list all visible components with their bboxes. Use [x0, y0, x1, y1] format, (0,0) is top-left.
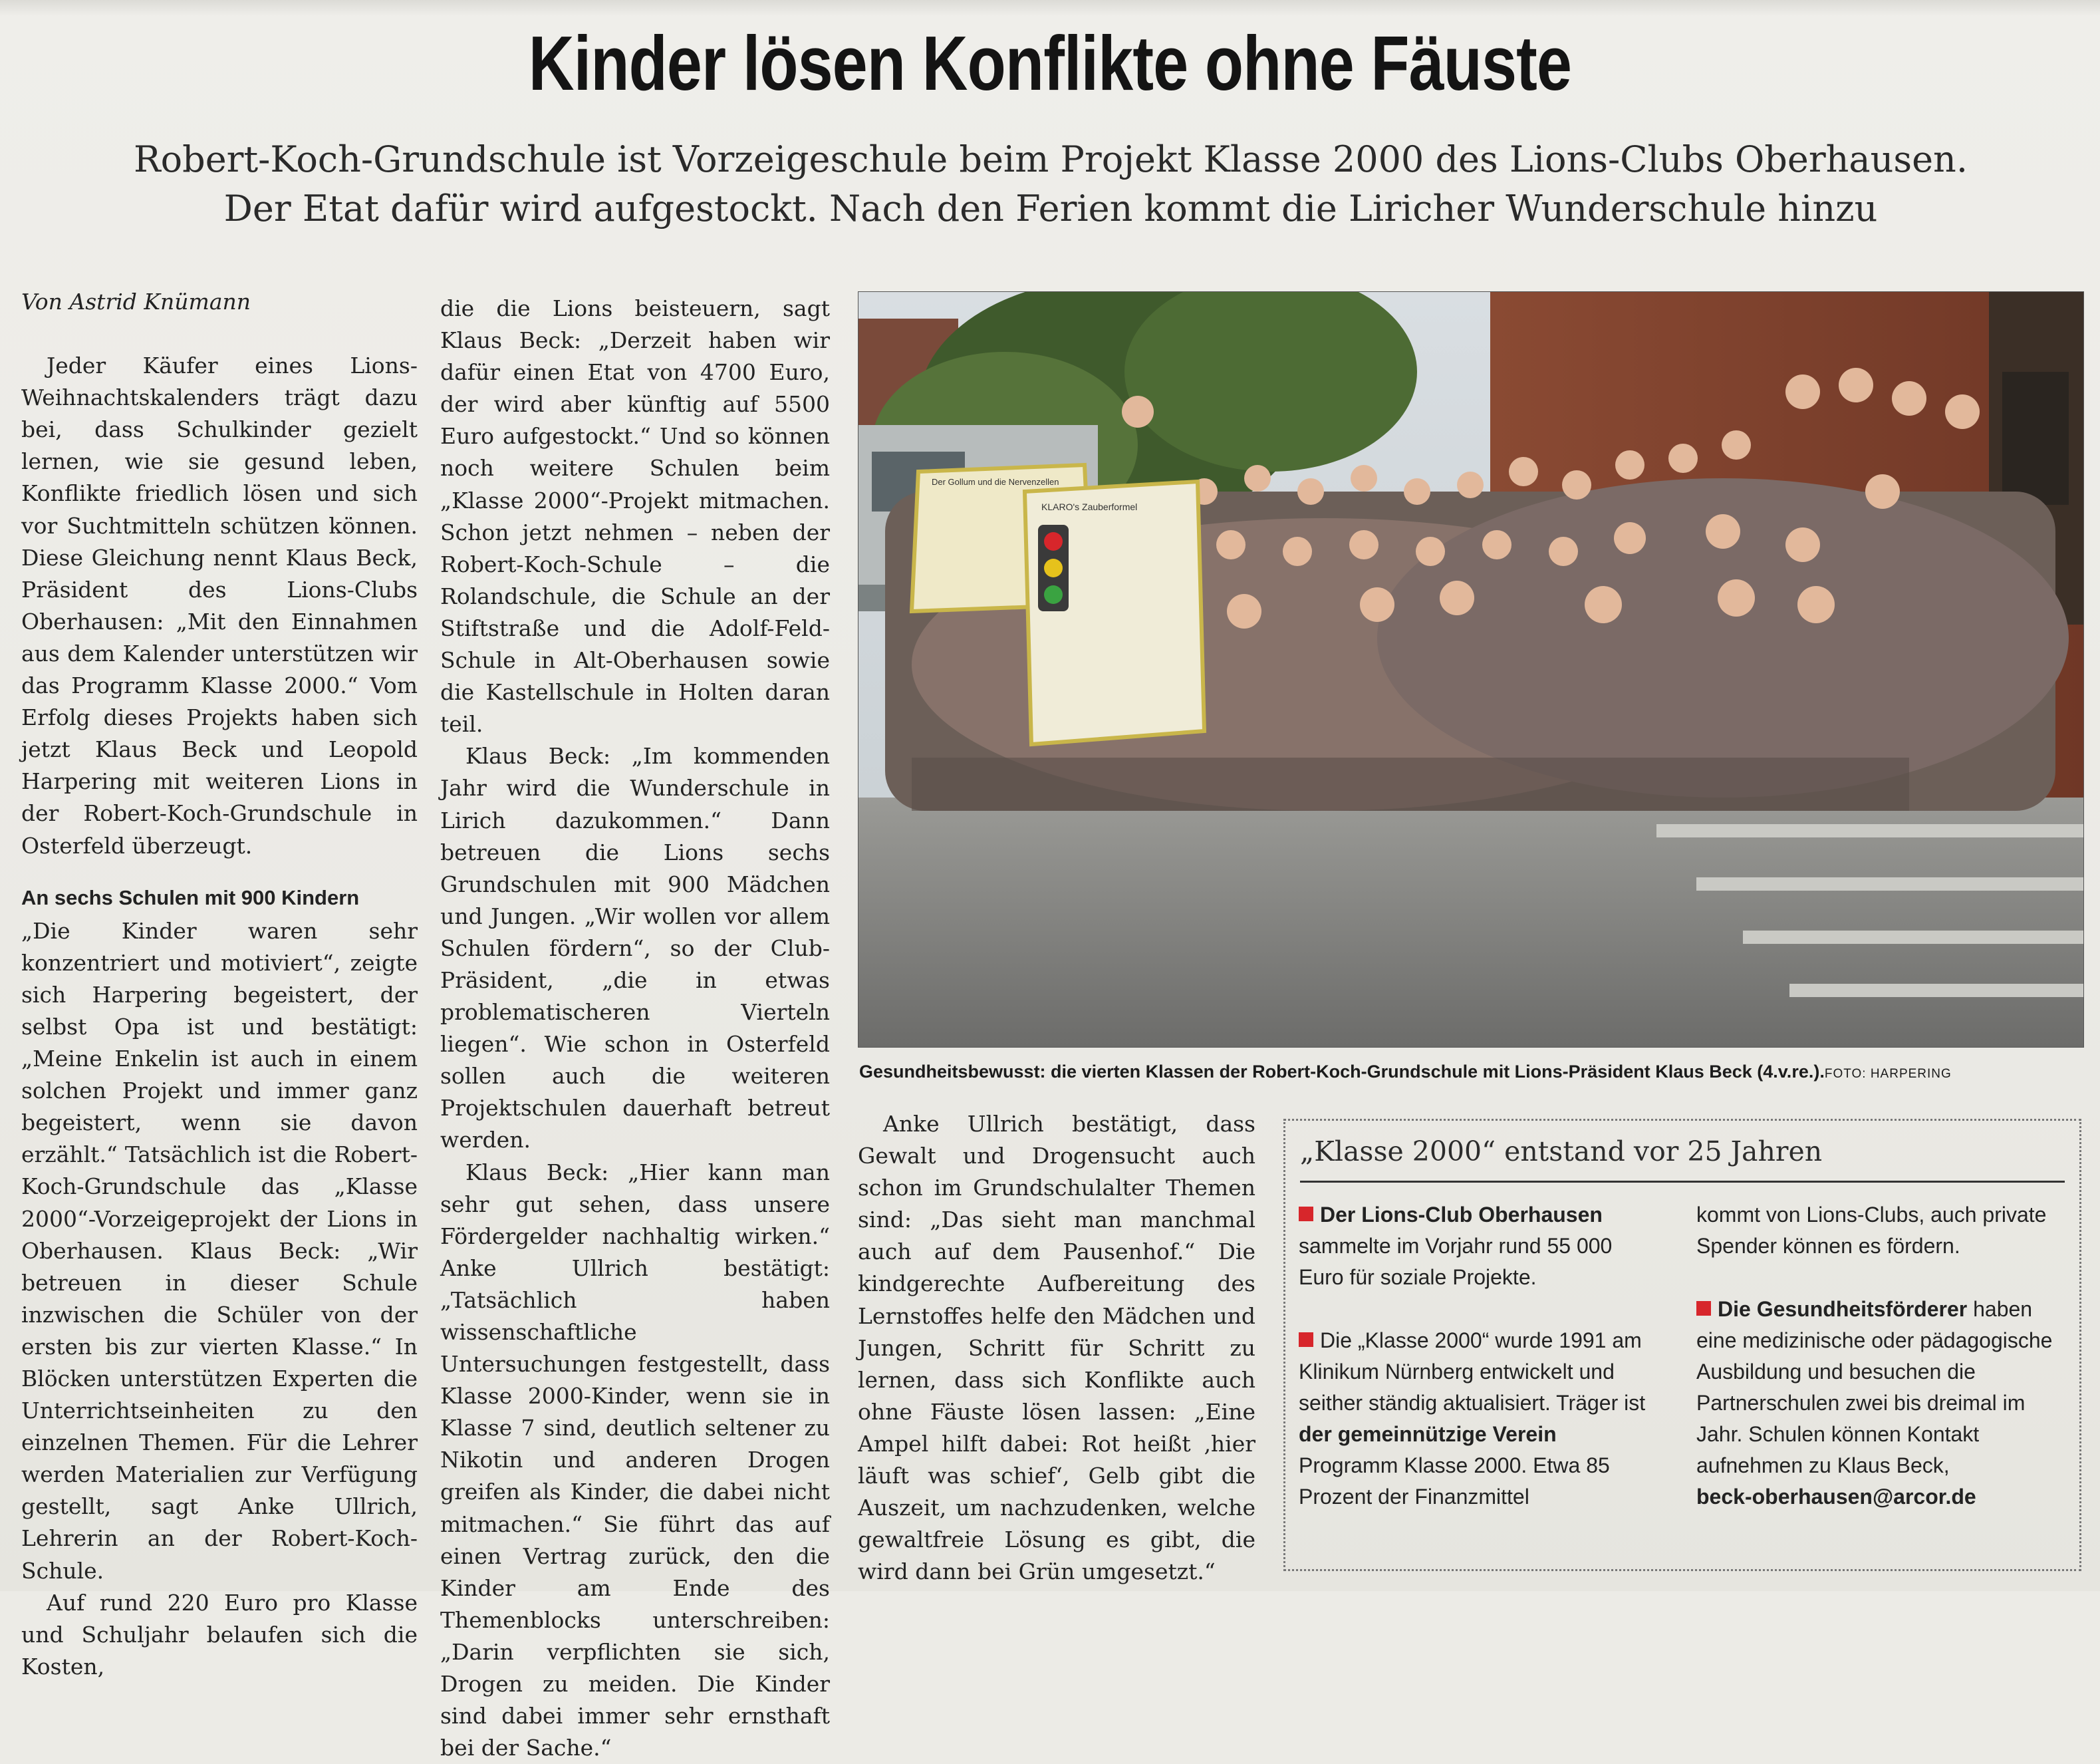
info-item — [1696, 1294, 2062, 1513]
info-box — [1283, 1119, 2081, 1571]
subheadline-line-1: Robert-Koch-Grundschule ist Vorzeigeschule beim Projekt Klasse 2000 des Lions-Clubs Oberhausen. — [133, 138, 1968, 180]
info-box-column-left — [1299, 1199, 1658, 1513]
info-item-text: haben eine medizinische oder pädagogische Ausbildung und besuchen die Partnerschulen zwei bis dreimal im Jahr. Schulen können Kontakt aufnehmen zu Klaus Beck, — [1696, 1297, 2053, 1477]
section-subheading: An sechs Schulen mit 900 Kindern — [21, 885, 360, 909]
info-item-text: sammelte im Vorjahr rund 55 000 Euro für soziale Projekte. — [1299, 1234, 1613, 1289]
paragraph: „Die Kinder waren sehr konzentriert und motiviert“, zeigte sich Harpering begeistert, der selbst Opa ist und bestätigt: „Meine Enkelin ist auch in einem solchen Projekt und immer ganz begeistert, wenn sie davon erzählt.“ Tatsächlich ist die Robert-Koch-Grundschule das „Klasse 2000“-Vorzeigeprojekt der Lions in Oberhausen. Klaus Beck: „Wir betreuen in dieser Schule inzwischen die Schüler von der ersten bis zur vierten Klasse.“ In Blöcken unterstützen Experten die Unterrichtseinheiten zu den einzelnen Themen. Für die Lehrer werden Materialien zur Verfügung gestellt, sagt Anke Ullrich, Lehrerin an der Robert-Koch-Schule. — [21, 917, 418, 1584]
info-item: kommt von Lions-Clubs, auch private Spender können es fördern. — [1696, 1203, 2047, 1258]
bullet-square-icon — [1696, 1301, 1711, 1316]
paragraph: Klaus Beck: „Im kommenden Jahr wird die Wunderschule in Lirich dazukommen.“ Dann betreuen die Lions sechs Grundschulen mit 900 Mädchen und Jungen. „Wir wollen vor allem Schulen fördern“, so der Club-Präsident, „die in etwas problematischeren Vierteln liegen“. Wie schon in Osterfeld sollen auch die weiteren Projektschulen dauerhaft betreut werden. — [440, 743, 830, 1153]
page-top-edge — [0, 0, 2100, 16]
paragraph: Anke Ullrich bestätigt, dass Gewalt und Drogensucht auch schon im Grundschulalter Themen sind: „Das sieht man manchmal auch auf dem Pausenhof.“ Die kindgerechte Aufbereitung des Lernstoffes helfe den Mädchen und Jungen, Schritt für Schritt zu lernen, dass sich Konflikte auch ohne Fäuste lösen lassen: „Eine Ampel hilft dabei: Rot heißt ‚hier läuft was schief‘, Gelb gibt die Auszeit, um nachzudenken, welche gewaltfreie Lösung es gibt, die wird dann bei Grün umgesetzt.“ — [858, 1111, 1255, 1585]
info-item-bold: der gemeinnützige Verein — [1299, 1422, 1557, 1446]
paragraph: Klaus Beck: „Hier kann man sehr gut sehen, dass unsere Fördergelder nachhaltig wirken.“ Anke Ullrich bestätigt: „Tatsächlich haben wissenschaftliche Untersuchungen festgestellt, dass Klasse 2000-Kinder, wenn sie in Klasse 7 sind, deutlich seltener zu Nikotin und anderen Drogen greifen als Kinder, die dabei nicht mitmachen.“ Sie führt das auf einen Vertrag zurück, den die Kinder am Ende des Themenblocks unterschreiben: „Darin verpflichten sie sich, Drogen zu meiden. Die Kinder sind dabei immer sehr ernsthaft bei der Sache.“ — [440, 1159, 830, 1761]
bullet-square-icon — [1299, 1207, 1313, 1221]
poster-right — [1025, 482, 1204, 744]
info-box-rule — [1300, 1181, 2065, 1183]
paragraph: die die Lions beisteuern, sagt Klaus Beck: „Derzeit haben wir dafür einen Etat von 4700 Euro, der wird aber künftig auf 5500 Euro aufgestockt.“ Und so können noch weitere Schulen beim „Klasse 2000“-Projekt mitmachen. Schon jetzt nehmen – neben der Robert-Koch-Schule – die Rolandschule, die Schule an der Stiftstraße und die Adolf-Feld-Schule in Alt-Oberhausen sowie die Kastellschule in Holten daran teil. — [440, 295, 830, 738]
caption-text: Gesundheitsbewusst: die vierten Klassen der Robert-Koch-Grundschule mit Lions-Präsident Klaus Beck (4.v.re.). — [859, 1062, 1825, 1082]
article-column-3 — [858, 1108, 1255, 1588]
photo-caption — [859, 1062, 2096, 1082]
subheadline-line-2: Der Etat dafür wird aufgestockt. Nach den Ferien kommt die Liricher Wunderschule hinzu — [223, 188, 1878, 229]
info-item-text: Die „Klasse 2000“ wurde 1991 am Klinikum Nürnberg entwickelt und seither ständig aktualisiert. Träger ist — [1299, 1328, 1646, 1415]
info-item — [1299, 1199, 1658, 1293]
poster-left-title: Der Gollum und die Nervenzellen — [932, 477, 1059, 487]
group-photo — [858, 291, 2084, 1048]
paragraph: Auf rund 220 Euro pro Klasse und Schuljahr belaufen sich die Kosten, — [21, 1589, 418, 1680]
photo-credit: FOTO: HARPERING — [1824, 1067, 1952, 1081]
article-column-2 — [440, 293, 830, 1764]
article-column-1 — [21, 286, 418, 1683]
poster-right-title: KLARO's Zauberformel — [1041, 502, 1138, 512]
contact-email[interactable]: beck-oberhausen@arcor.de — [1696, 1485, 1976, 1509]
info-item-lead: Der Lions-Club Oberhausen — [1320, 1203, 1603, 1227]
headline: Kinder lösen Konflikte ohne Fäuste — [528, 20, 1572, 106]
info-item — [1299, 1325, 1658, 1513]
info-box-column-right — [1696, 1199, 2062, 1513]
byline: Von Astrid Knümann — [21, 289, 251, 315]
info-item-lead: Die Gesundheitsförderer — [1718, 1297, 1968, 1321]
info-box-title: „Klasse 2000“ entstand vor 25 Jahren — [1300, 1135, 1823, 1167]
paragraph: Jeder Käufer eines Lions-Weihnachtskalenders trägt dazu bei, dass Schulkinder gezielt lernen, wie sie gesund leben, Konflikte friedlich lösen und sich vor Suchtmitteln schützen können. Diese Gleichung nennt Klaus Beck, Präsident des Lions-Clubs Oberhausen: „Mit den Einnahmen aus dem Kalender unterstützen wir das Programm Klasse 2000.“ Vom Erfolg dieses Projekts haben sich jetzt Klaus Beck und Leopold Harpering mit weiteren Lions in der Robert-Koch-Grundschule in Osterfeld überzeugt. — [21, 353, 418, 859]
bullet-square-icon — [1299, 1332, 1313, 1347]
info-item-text: Programm Klasse 2000. Etwa 85 Prozent der Finanzmittel — [1299, 1453, 1610, 1509]
